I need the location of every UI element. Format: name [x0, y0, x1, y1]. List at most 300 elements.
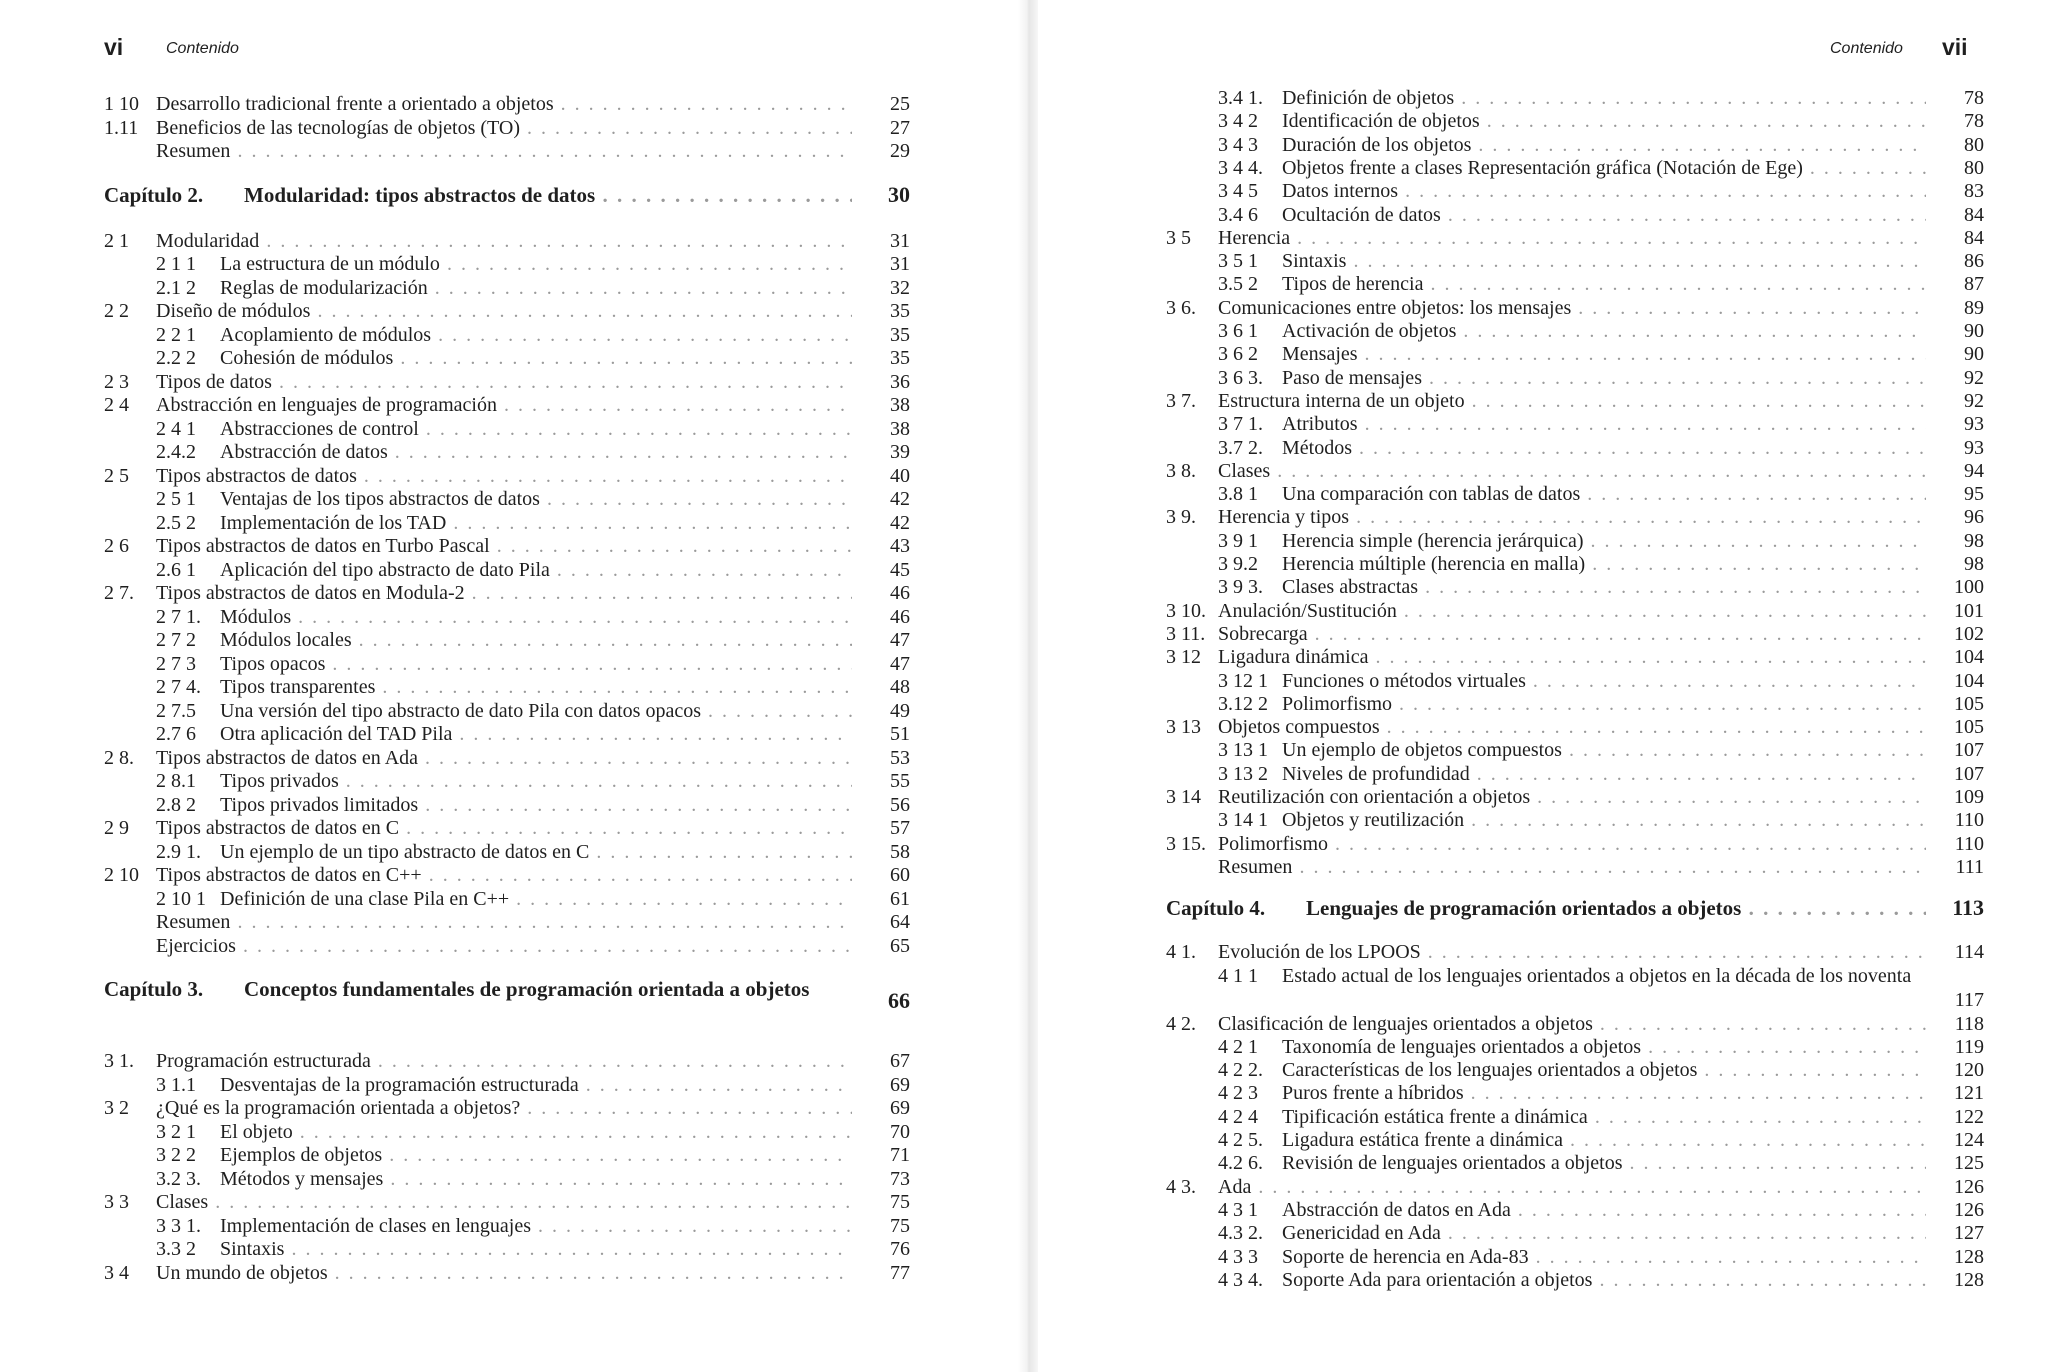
- entry-page-number: 71: [890, 1144, 910, 1166]
- entry-number: Capítulo 4.: [1166, 896, 1266, 921]
- toc-entry: [1166, 1058, 1984, 1082]
- toc-entry: [104, 1261, 910, 1285]
- entry-title: Beneficios de las tecnologías de objetos (TO) . . .: [156, 116, 852, 140]
- entry-title: Diseño de módulos . . .: [156, 299, 852, 323]
- entry-page-number: 46: [890, 605, 910, 628]
- entry-title: Ejemplos de objetos . . .: [220, 1143, 852, 1167]
- entry-title: Definición de una clase Pila en C++ . . .: [220, 887, 852, 911]
- entry-title: Revisión de lenguajes orientados a objetos . . .: [1282, 1151, 1926, 1175]
- entry-title: Objetos compuestos . . .: [1218, 715, 1926, 739]
- entry-number: 3.8 1: [1218, 483, 1258, 506]
- entry-title: Herencia múltiple (herencia en malla) . . .: [1282, 552, 1926, 576]
- toc-entry: [104, 581, 910, 605]
- entry-title: Sintaxis . . .: [220, 1237, 852, 1261]
- entry-title: Resumen . . .: [156, 910, 852, 934]
- entry-page-number: 40: [890, 464, 910, 487]
- entry-number: 4 3.: [1166, 1175, 1196, 1198]
- entry-page-number: 117: [1954, 988, 1984, 1011]
- entry-title: Módulos . . .: [220, 605, 852, 629]
- entry-page-number: 31: [890, 229, 910, 252]
- entry-number: 3 15.: [1166, 832, 1206, 855]
- toc-entry: [104, 440, 910, 464]
- entry-page-number: 126: [1954, 1175, 1984, 1198]
- entry-page-number: 77: [890, 1261, 910, 1284]
- entry-number: 3.4 6: [1218, 203, 1258, 226]
- toc-entry: [1166, 249, 1984, 273]
- entry-title: Atributos . . .: [1282, 412, 1926, 436]
- entry-number: 2.1 2: [156, 276, 196, 299]
- entry-title: Estructura interna de un objeto . . .: [1218, 389, 1926, 413]
- entry-page-number: 107: [1954, 739, 1984, 762]
- entry-title: Lenguajes de programación orientados a objetos . . .: [1306, 896, 1926, 920]
- entry-title: Evolución de los LPOOS . . .: [1218, 940, 1926, 964]
- entry-page-number: 43: [890, 535, 910, 557]
- entry-title: Acoplamiento de módulos . . .: [220, 323, 852, 347]
- entry-title: Módulos locales . . .: [220, 628, 852, 652]
- entry-number: 3 8.: [1166, 459, 1196, 482]
- entry-number: 4 3 4.: [1218, 1268, 1263, 1291]
- toc-entry: [104, 863, 910, 887]
- toc-entry: [104, 393, 910, 417]
- entry-page-number: 25: [890, 93, 910, 115]
- entry-page-number: 104: [1954, 669, 1984, 692]
- entry-page-number: 95: [1964, 483, 1984, 506]
- entry-title: Ventajas de los tipos abstractos de datos . . .: [220, 487, 852, 511]
- toc-entry: [1166, 785, 1984, 809]
- entry-title: Estado actual de los lenguajes orientados a objetos en la década de los noventa: [1282, 964, 1912, 987]
- entry-page-number: 32: [890, 276, 910, 299]
- entry-number: 3.7 2.: [1218, 436, 1263, 459]
- entry-number: 3.12 2: [1218, 692, 1268, 715]
- entry-number: 2 7.5: [156, 699, 196, 722]
- entry-number: 3 3: [104, 1191, 129, 1213]
- entry-number: 3 12: [1166, 646, 1201, 669]
- entry-number: 4 2 2.: [1218, 1059, 1263, 1082]
- entry-page-number: 45: [890, 558, 910, 581]
- toc-entry: [1166, 1128, 1984, 1152]
- entry-number: 4.3 2.: [1218, 1222, 1263, 1245]
- toc-entry: [104, 229, 910, 253]
- chapter-heading: [104, 977, 910, 1027]
- toc-entry: [104, 558, 910, 582]
- toc-entry: [1166, 808, 1984, 832]
- entry-title: Tipos abstractos de datos . . .: [156, 464, 852, 488]
- toc-entry: [1166, 1035, 1984, 1059]
- entry-title: Comunicaciones entre objetos: los mensajes . . .: [1218, 296, 1926, 320]
- toc-entry: [104, 252, 910, 276]
- entry-page-number: 83: [1964, 180, 1984, 203]
- entry-title: Objetos y reutilización . . .: [1282, 808, 1926, 832]
- entry-page-number: 122: [1954, 1105, 1984, 1128]
- toc-entry: [1166, 1105, 1984, 1129]
- entry-number: 3 9 3.: [1218, 576, 1263, 599]
- entry-page-number: 65: [890, 934, 910, 957]
- toc-entry: [104, 887, 910, 911]
- entry-page-number: 105: [1954, 692, 1984, 715]
- entry-title: Identificación de objetos . . .: [1282, 109, 1926, 133]
- entry-title: Aplicación del tipo abstracto de dato Pila . . .: [220, 558, 852, 582]
- toc-entry: [104, 769, 910, 793]
- entry-number: 4 2.: [1166, 1012, 1196, 1035]
- entry-title: Clasificación de lenguajes orientados a objetos . . .: [1218, 1012, 1926, 1036]
- entry-number: 2 6: [104, 535, 129, 557]
- toc-entry: [1166, 179, 1984, 203]
- entry-page-number: 60: [890, 864, 910, 886]
- entry-page-number: 39: [890, 441, 910, 463]
- entry-page-number: 55: [890, 770, 910, 792]
- toc-entry: [104, 1073, 910, 1097]
- entry-page-number: 114: [1954, 941, 1984, 964]
- entry-page-number: 98: [1964, 553, 1984, 575]
- toc-entry: [1166, 366, 1984, 390]
- entry-page-number: 94: [1964, 459, 1984, 482]
- entry-title: Definición de objetos . . .: [1282, 86, 1926, 110]
- toc-entry: [1166, 599, 1984, 623]
- entry-page-number: 110: [1954, 832, 1984, 855]
- entry-title: Paso de mensajes . . .: [1282, 366, 1926, 390]
- toc-entry: [104, 1049, 910, 1073]
- entry-title: Tipos abstractos de datos en Turbo Pascal . . .: [156, 534, 852, 558]
- entry-page-number: 78: [1964, 110, 1984, 133]
- entry-number: 2 7 3: [156, 652, 196, 675]
- toc-entry: [104, 816, 910, 840]
- entry-page-number: 92: [1964, 366, 1984, 389]
- entry-number: 3 13: [1166, 716, 1201, 739]
- entry-title: Objetos frente a clases Representación gráfica (Notación de Ege) . . .: [1282, 156, 1926, 180]
- toc-entry: [1166, 1268, 1984, 1292]
- entry-page-number: 66: [888, 988, 910, 1013]
- entry-title: Tipos abstractos de datos en Ada . . .: [156, 746, 852, 770]
- entry-title: Implementación de clases en lenguajes . . .: [220, 1214, 852, 1238]
- toc-entry: [1166, 482, 1984, 506]
- entry-page-number: 29: [890, 140, 910, 162]
- entry-page-number: 124: [1954, 1129, 1984, 1151]
- entry-page-number: 48: [890, 676, 910, 698]
- entry-title: Abstracción de datos . . .: [220, 440, 852, 464]
- entry-title: Tipos abstractos de datos en Modula-2 . . .: [156, 581, 852, 605]
- entry-page-number: 84: [1964, 226, 1984, 249]
- entry-number: 4 3 3: [1218, 1245, 1258, 1268]
- entry-number: 3 9.: [1166, 506, 1196, 529]
- left-page: [0, 0, 1020, 1372]
- entry-number: 2.8 2: [156, 793, 196, 816]
- entry-number: 3 13 1: [1218, 739, 1268, 762]
- toc-entry: [104, 299, 910, 323]
- toc-entry: [104, 276, 910, 300]
- entry-title: Puros frente a híbridos . . .: [1282, 1081, 1926, 1105]
- entry-title: Herencia simple (herencia jerárquica) . . .: [1282, 529, 1926, 553]
- entry-number: 2.9 1.: [156, 840, 201, 863]
- entry-number: 2.4.2: [156, 441, 196, 463]
- entry-title: Implementación de los TAD . . .: [220, 511, 852, 535]
- entry-number: 1.11: [104, 116, 139, 139]
- entry-number: 2.7 6: [156, 723, 196, 745]
- toc-entry: [1166, 692, 1984, 716]
- toc-entry: [1166, 1245, 1984, 1269]
- entry-page-number: 61: [890, 887, 910, 910]
- entry-title: Métodos . . .: [1282, 436, 1926, 460]
- toc-entry: [1166, 940, 1984, 964]
- toc-entry: [104, 1096, 910, 1120]
- entry-page-number: 56: [890, 793, 910, 816]
- toc-entry: [104, 675, 910, 699]
- entry-number: 2 8.: [104, 746, 134, 769]
- entry-number: 3 9.2: [1218, 553, 1258, 575]
- entry-page-number: 109: [1954, 786, 1984, 808]
- toc-entry: [104, 1214, 910, 1238]
- entry-number: 3 2: [104, 1097, 129, 1119]
- entry-title: Programación estructurada . . .: [156, 1049, 852, 1073]
- entry-number: 4 1.: [1166, 941, 1196, 964]
- toc-entry: [104, 910, 910, 934]
- toc-entry: [104, 840, 910, 864]
- entry-page-number: 119: [1954, 1035, 1984, 1058]
- entry-title: Soporte Ada para orientación a objetos . . .: [1282, 1268, 1926, 1292]
- entry-page-number: 36: [890, 370, 910, 393]
- entry-page-number: 93: [1964, 436, 1984, 459]
- entry-number: 2 10: [104, 864, 139, 886]
- entry-number: 1 10: [104, 93, 139, 115]
- toc-entry: [1166, 203, 1984, 227]
- toc-entry: [1166, 645, 1984, 669]
- entry-page-number: 49: [890, 699, 910, 722]
- toc-entry: [1166, 86, 1984, 110]
- entry-title: Cohesión de módulos . . .: [220, 346, 852, 370]
- entry-page-number: 120: [1954, 1059, 1984, 1082]
- entry-number: 2 4: [104, 394, 129, 416]
- toc-entry: [1166, 109, 1984, 133]
- entry-page-number: 98: [1964, 529, 1984, 552]
- entry-number: 2.6 1: [156, 558, 196, 581]
- toc-entry: [104, 534, 910, 558]
- entry-number: 4.2 6.: [1218, 1152, 1263, 1175]
- entry-page-number: 35: [890, 300, 910, 322]
- entry-title: ¿Qué es la programación orientada a objetos? . . .: [156, 1096, 852, 1120]
- toc-entry: [1166, 226, 1984, 250]
- entry-number: 2 10 1: [156, 887, 206, 910]
- entry-number: 4 2 1: [1218, 1035, 1258, 1058]
- toc-entry: [104, 464, 910, 488]
- entry-title: Características de los lenguajes orientados a objetos . . .: [1282, 1058, 1926, 1082]
- toc-entry: [1166, 272, 1984, 296]
- entry-page-number: 35: [890, 347, 910, 369]
- entry-title: Taxonomía de lenguajes orientados a objetos . . .: [1282, 1035, 1926, 1059]
- entry-title: Tipos abstractos de datos en C++ . . .: [156, 863, 852, 887]
- entry-number: 3.3 2: [156, 1238, 196, 1260]
- entry-page-number: 84: [1964, 203, 1984, 226]
- entry-title: Funciones o métodos virtuales . . .: [1282, 669, 1926, 693]
- entry-number: 3 7 1.: [1218, 413, 1263, 436]
- entry-page-number: 69: [890, 1097, 910, 1119]
- entry-page-number: 47: [890, 629, 910, 651]
- toc-entry: [1166, 738, 1984, 762]
- entry-page-number: 73: [890, 1167, 910, 1190]
- toc-entry: [104, 1237, 910, 1261]
- entry-number: 3 13 2: [1218, 762, 1268, 785]
- entry-title: Abstracción de datos en Ada . . .: [1282, 1198, 1926, 1222]
- entry-title: Conceptos fundamentales de programación orientada a objetos: [244, 977, 810, 1001]
- entry-number: 3 7.: [1166, 389, 1196, 412]
- entry-title: Ejercicios . . .: [156, 934, 852, 958]
- toc-entry: [1166, 412, 1984, 436]
- entry-title: Anulación/Sustitución . . .: [1218, 599, 1926, 623]
- entry-page-number: 127: [1954, 1222, 1984, 1245]
- entry-page-number: 86: [1964, 250, 1984, 273]
- entry-title: Polimorfismo . . .: [1282, 692, 1926, 716]
- entry-number: 2 5: [104, 464, 129, 487]
- running-title: Contenido: [1830, 40, 1903, 57]
- toc-entry: [1166, 319, 1984, 343]
- toc-entry: [1166, 296, 1984, 320]
- entry-number: 2 7 4.: [156, 676, 201, 698]
- entry-title: Tipos de herencia . . .: [1282, 272, 1926, 296]
- entry-page-number: 107: [1954, 762, 1984, 785]
- entry-page-number: 104: [1954, 646, 1984, 669]
- right-page: [1020, 0, 2048, 1372]
- entry-title: La estructura de un módulo . . .: [220, 252, 852, 276]
- toc-entry: [104, 323, 910, 347]
- toc-entry: [104, 793, 910, 817]
- entry-title: Modularidad . . .: [156, 229, 852, 253]
- entry-number: 3 1.: [104, 1050, 134, 1072]
- entry-title: Resumen . . .: [1218, 855, 1926, 879]
- toc-entry: [1166, 1221, 1984, 1245]
- entry-title: Desarrollo tradicional frente a orientado a objetos . . .: [156, 92, 852, 116]
- toc-entry: [104, 746, 910, 770]
- entry-page-number: 64: [890, 911, 910, 933]
- toc-entry: [1166, 855, 1984, 879]
- entry-page-number: 42: [890, 511, 910, 534]
- entry-page-number: 46: [890, 582, 910, 604]
- entry-title: Una versión del tipo abstracto de dato Pila con datos opacos . . .: [220, 699, 852, 723]
- entry-page-number: 58: [890, 840, 910, 863]
- entry-title: Polimorfismo . . .: [1218, 832, 1926, 856]
- entry-title: Un ejemplo de objetos compuestos . . .: [1282, 738, 1926, 762]
- entry-page-number: 87: [1964, 273, 1984, 296]
- entry-number: 3 4 3: [1218, 133, 1258, 156]
- entry-page-number: 100: [1954, 576, 1984, 599]
- entry-title: Ligadura estática frente a dinámica . . .: [1282, 1128, 1926, 1152]
- entry-number: 2 7 1.: [156, 605, 201, 628]
- entry-page-number: 105: [1954, 716, 1984, 739]
- entry-number: 4 2 5.: [1218, 1129, 1263, 1151]
- entry-title: Activación de objetos . . .: [1282, 319, 1926, 343]
- entry-page-number: 102: [1954, 622, 1984, 645]
- entry-page-number: 111: [1955, 855, 1984, 878]
- entry-title: Reutilización con orientación a objetos . . .: [1218, 785, 1926, 809]
- entry-number: 2.5 2: [156, 511, 196, 534]
- entry-title: Tipos transparentes . . .: [220, 675, 852, 699]
- toc-entry: [1166, 1151, 1984, 1175]
- entry-page-number: 113: [1952, 895, 1984, 921]
- entry-number: 3 10.: [1166, 599, 1206, 622]
- page-number: vii: [1942, 34, 1968, 60]
- toc-entry: [1166, 575, 1984, 599]
- entry-number: 3 4: [104, 1261, 129, 1284]
- entry-title: Un ejemplo de un tipo abstracto de datos en C . . .: [220, 840, 852, 864]
- left-page-header: [104, 34, 1004, 64]
- entry-number: 2 5 1: [156, 488, 196, 510]
- entry-title: Tipos abstractos de datos en C . . .: [156, 816, 852, 840]
- entry-title: Niveles de profundidad . . .: [1282, 762, 1926, 786]
- entry-number: 2 9: [104, 817, 129, 839]
- toc-entry: [104, 1190, 910, 1214]
- entry-number: 3 3 1.: [156, 1214, 201, 1237]
- entry-page-number: 90: [1964, 320, 1984, 342]
- entry-page-number: 30: [888, 181, 910, 207]
- toc-entry: [104, 1143, 910, 1167]
- entry-title: Genericidad en Ada . . .: [1282, 1221, 1926, 1245]
- entry-title: Duración de los objetos . . .: [1282, 133, 1926, 157]
- entry-number: 3 1.1: [156, 1073, 196, 1096]
- entry-title: Métodos y mensajes . . .: [220, 1167, 852, 1191]
- toc-entry: [104, 605, 910, 629]
- entry-number: 3 6 2: [1218, 343, 1258, 366]
- entry-number: 3 4 2: [1218, 110, 1258, 133]
- entry-title: Tipos privados . . .: [220, 769, 852, 793]
- chapter-heading: [1166, 896, 1984, 920]
- toc-entry: [1166, 715, 1984, 739]
- entry-number: 3.4 1.: [1218, 87, 1263, 109]
- toc-entry: [1166, 832, 1984, 856]
- entry-number: 3 14: [1166, 786, 1201, 808]
- entry-number: 4 1 1: [1218, 964, 1258, 987]
- entry-number: 3 2 1: [156, 1120, 196, 1143]
- entry-title: Soporte de herencia en Ada-83 . . .: [1282, 1245, 1926, 1269]
- toc-entry: [1166, 133, 1984, 157]
- toc-entry: [1166, 1081, 1984, 1105]
- entry-title: Abstracciones de control . . .: [220, 417, 852, 441]
- entry-title: Modularidad: tipos abstractos de datos . . .: [244, 183, 852, 207]
- toc-entry: [104, 1167, 910, 1191]
- entry-number: 2 3: [104, 370, 129, 393]
- entry-number: 3 9 1: [1218, 529, 1258, 552]
- entry-page-number: 80: [1964, 156, 1984, 179]
- toc-entry: [1166, 342, 1984, 366]
- toc-entry: [1166, 1198, 1984, 1222]
- entry-number: 2 7.: [104, 582, 134, 604]
- toc-entry: [1166, 505, 1984, 529]
- entry-number: 3 14 1: [1218, 809, 1268, 832]
- entry-page-number: 38: [890, 417, 910, 440]
- toc-entry: [104, 417, 910, 441]
- entry-number: 2 7 2: [156, 629, 196, 651]
- toc-entry: [1166, 669, 1984, 693]
- entry-number: 2 2: [104, 300, 129, 322]
- entry-page-number: 75: [890, 1214, 910, 1237]
- entry-number: 3 4 4.: [1218, 156, 1263, 179]
- toc-entry: [1166, 529, 1984, 553]
- entry-number: 2 1 1: [156, 253, 196, 275]
- entry-page-number: 90: [1964, 343, 1984, 366]
- entry-title: Clases abstractas . . .: [1282, 575, 1926, 599]
- toc-entry: [104, 1120, 910, 1144]
- entry-page-number: 27: [890, 116, 910, 139]
- chapter-heading: [104, 183, 910, 207]
- entry-number: 4 3 1: [1218, 1198, 1258, 1221]
- entry-page-number: 110: [1954, 809, 1984, 832]
- entry-title: Tipos privados limitados . . .: [220, 793, 852, 817]
- toc-entry: [1166, 436, 1984, 460]
- running-title: Contenido: [166, 40, 239, 57]
- entry-title: Herencia y tipos . . .: [1218, 505, 1926, 529]
- toc-entry: [104, 511, 910, 535]
- entry-title: Ocultación de datos . . .: [1282, 203, 1926, 227]
- entry-title: Otra aplicación del TAD Pila . . .: [220, 722, 852, 746]
- page-number: vi: [104, 34, 124, 60]
- entry-page-number: 128: [1954, 1268, 1984, 1291]
- toc-entry: [1166, 459, 1984, 483]
